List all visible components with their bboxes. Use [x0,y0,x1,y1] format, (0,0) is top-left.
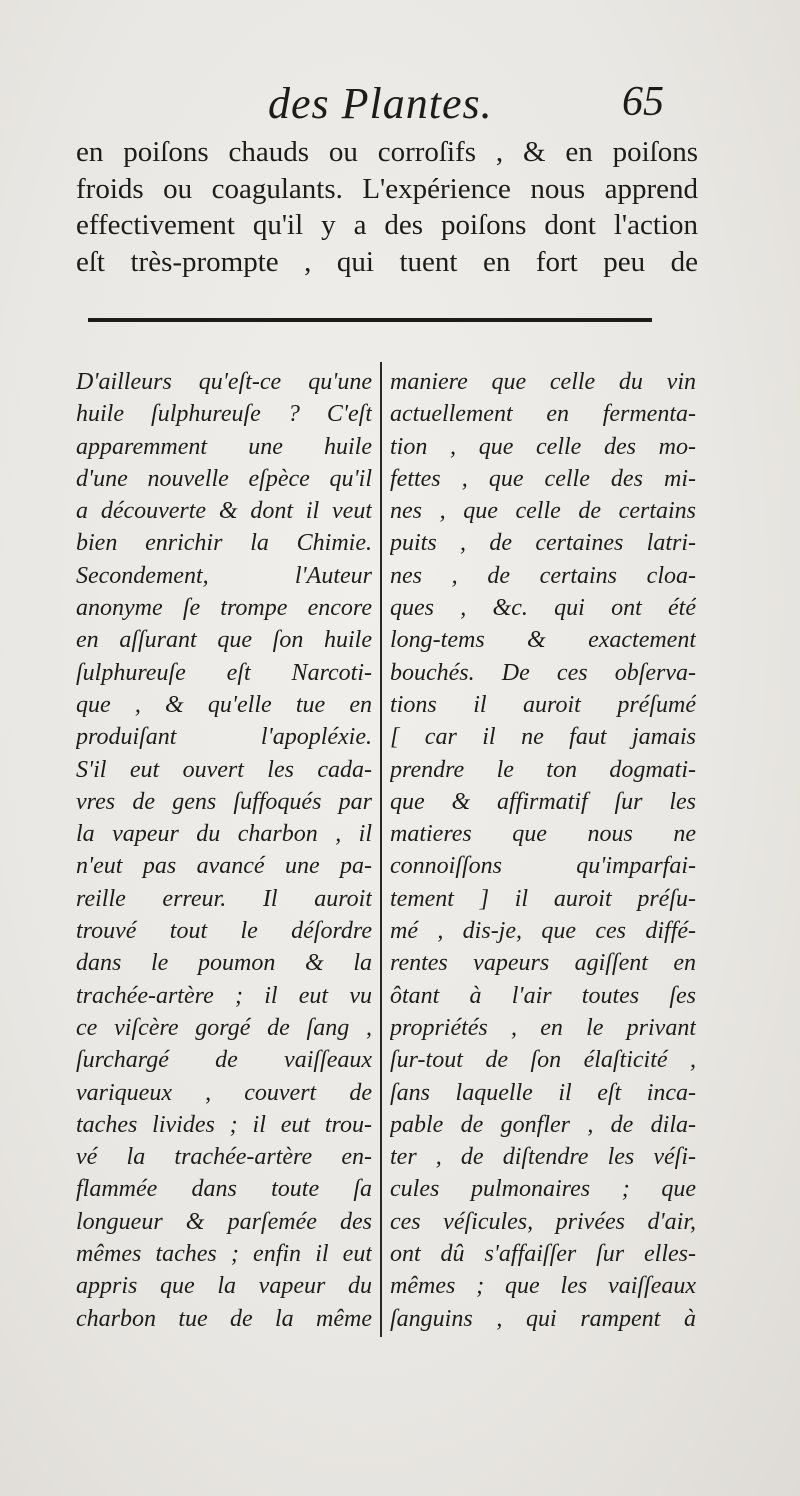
footnote-line: ce viſcère gorgé de ſang , [76,1014,372,1041]
footnote-line: a découverte & dont il veut [76,498,372,525]
footnote-line: ôtant à l'air toutes ſes [390,982,696,1009]
column-divider [380,362,382,1337]
footnote-line: vé la trachée-artère en- [76,1144,372,1171]
footnote-line: d'une nouvelle eſpèce qu'il [76,465,372,492]
main-text-line: effectivement qu'il y a des poiſons dont l'action [76,209,698,241]
footnote-line: trouvé tout le déſordre [76,918,372,945]
running-title: des Plantes. [268,79,493,128]
footnote-line: pable de gonfler , de dila- [390,1111,696,1138]
footnote-line: que , & qu'elle tue en [76,691,372,718]
footnote-line: maniere que celle du vin [390,369,696,395]
footnote-line: ſans laquelle il eſt inca- [390,1079,696,1106]
footnote-line: longueur & parſemée des [76,1208,372,1235]
footnote-left-column [76,366,372,1335]
footnote-line: ter , de diſtendre les véſi- [390,1144,696,1171]
footnote-line: propriétés , en le privant [390,1014,696,1041]
footnote-line: [ car il ne faut jamais [390,724,696,751]
footnote-right-column [390,366,696,1335]
footnote-line: long-tems & exactement [390,627,696,654]
footnote-line: mêmes taches ; enfin il eut [76,1241,372,1268]
footnote-line: flammée dans toute ſa [76,1176,372,1203]
footnote-line: charbon tue de la même [76,1305,372,1332]
footnote-line: anonyme ſe trompe encore [76,595,372,622]
footnote-line: rentes vapeurs agiſſent en [390,950,696,977]
footnote-line: en aſſurant que ſon huile [76,627,372,654]
footnote-line: ſanguins , qui rampent à [390,1305,696,1332]
footnote-line: ques , &c. qui ont été [390,595,696,622]
footnote-line: la vapeur du charbon , il [76,821,372,848]
footnote-line: bien enrichir la Chimie. [76,530,372,557]
footnote-line: ont dû s'affaiſſer ſur elles- [390,1241,696,1268]
footnote-line: apparemment une huile [76,433,372,460]
footnote-line: D'ailleurs qu'eſt-ce qu'une [76,369,372,395]
footnote-line: mé , dis-je, que ces diffé- [390,918,696,945]
footnote-line: bouchés. De ces obſerva- [390,659,696,686]
footnote-line: que & affirmatif ſur les [390,788,696,815]
footnote-line: reille erreur. Il auroit [76,885,372,912]
footnote-line: tement ] il auroit préſu- [390,885,696,912]
footnote-line: variqueux , couvert de [76,1079,372,1106]
running-head [0,78,800,138]
footnote-line: tion , que celle des mo- [390,433,696,460]
footnote-line: nes , de certains cloa- [390,562,696,589]
footnote-rule [88,318,652,322]
main-text [76,134,698,280]
footnote-line: dans le poumon & la [76,950,372,977]
page-number: 65 [622,79,664,125]
footnote-line: connoiſſons qu'imparfai- [390,853,696,880]
footnote-line: fettes , que celle des mi- [390,465,696,492]
main-text-line: froids ou coagulants. L'expérience nous apprend [76,172,698,205]
footnote-line: prendre le ton dogmati- [390,756,696,783]
footnote-line: ſurchargé de vaiſſeaux [76,1047,372,1074]
footnote-line: huile ſulphureuſe ? C'eſt [76,401,372,428]
footnote-line: tions il auroit préſumé [390,691,696,718]
footnote-line: ſulphureuſe eſt Narcoti- [76,659,372,686]
footnote-line: vres de gens ſuffoqués par [76,788,372,815]
footnote-line: actuellement en fermenta- [390,401,696,428]
footnote-line: Secondement, l'Auteur [76,562,372,589]
footnote-line: ſur-tout de ſon élaſticité , [390,1047,696,1074]
main-text-line: en poiſons chauds ou corroſifs , & en poiſons [76,136,698,168]
footnote-line: puits , de certaines latri- [390,530,696,557]
footnote-line: mêmes ; que les vaiſſeaux [390,1273,696,1300]
footnote-line: appris que la vapeur du [76,1273,372,1300]
footnote-line: cules pulmonaires ; que [390,1176,696,1203]
footnote-line: nes , que celle de certains [390,498,696,525]
footnote-line: matieres que nous ne [390,821,696,848]
footnote-line: n'eut pas avancé une pa- [76,853,372,880]
footnote-line: taches livides ; il eut trou- [76,1111,372,1138]
footnote-line: produiſant l'apopléxie. [76,724,372,751]
footnote-line: S'il eut ouvert les cada- [76,756,372,783]
footnote-line: ces véſicules, privées d'air, [390,1208,696,1235]
main-text-line: eſt très-prompte , qui tuent en fort peu de [76,245,698,278]
footnote-line: trachée-artère ; il eut vu [76,982,372,1009]
